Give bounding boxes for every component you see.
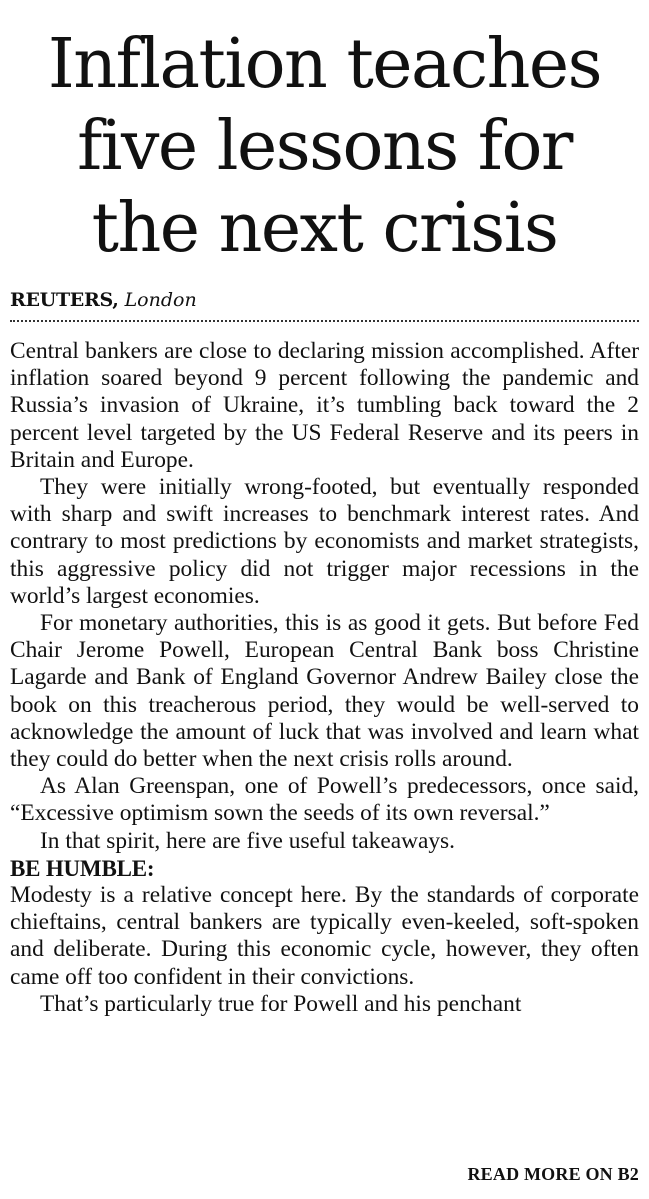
article-paragraph-7: That’s particularly true for Powell and his penchant [40,990,522,1017]
article-paragraph-4: As Alan Greenspan, one of Powell’s predecessors, once said, “Excessive optimism sown the seeds of its own reversal.” [10,773,639,827]
article-paragraph-3: For monetary authorities, this is as good it gets. But before Fed Chair Jerome Powell, European Central Bank boss Christine Lagarde and Bank of England Governor Andrew Bailey close the book on this treacherous period, they would be well-served to acknowledge the amount of luck that was involved and learn what they could do better when the next crisis rolls around. [10,610,639,773]
article-paragraph-2: They were initially wrong-footed, but eventually responded with sharp and swift increases to benchmark interest rates. And contrary to most predictions by economists and market strategists, this aggressive policy did not trigger major recessions in the world’s largest economies. [10,474,639,609]
article-body [10,338,639,1018]
headline-line-1: Inflation teaches [47,25,602,104]
section-subhead: BE HUMBLE: [10,855,155,881]
headline-line-2: five lessons for [77,107,572,186]
article-paragraph-1: Central bankers are close to declaring mission accomplished. After inflation soared beyond 9 percent following the pandemic and Russia’s invasion of Ukraine, it’s tumbling back toward the 2 percent level targeted by the US Federal Reserve and its peers in Britain and Europe. [10,338,639,473]
byline-location: London [124,289,197,311]
byline [10,288,639,312]
article-paragraph-5: In that spirit, here are five useful takeaways. [40,827,456,854]
dotted-divider [10,320,639,322]
read-more-link[interactable]: READ MORE ON B2 [467,1164,639,1184]
headline [10,24,639,270]
article-paragraph-6: Modesty is a relative concept here. By the standards of corporate chieftains, central bankers are typically even-keeled, soft-spoken and deliberate. During this economic cycle, however, they often came off too confident in their convictions. [10,882,639,990]
headline-line-3: the next crisis [91,189,558,268]
byline-agency: REUTERS, [10,289,119,311]
